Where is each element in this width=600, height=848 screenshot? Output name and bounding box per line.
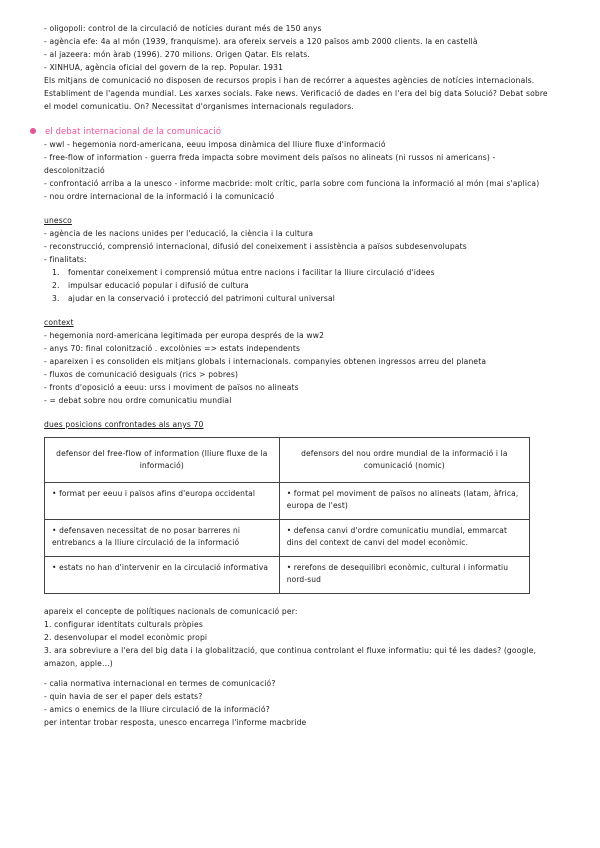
table-row: • format per eeuu i països afins d'europa occidental • format pel moviment de països no alineats (latam, àfrica, europa de l'est) bbox=[45, 483, 530, 520]
document-page bbox=[44, 22, 556, 729]
table-header-left: defensor del free-flow of information (lliure fluxe de la informació) bbox=[45, 438, 280, 483]
list-item: 3. ajudar en la conservació i protecció del patrimoni cultural universal bbox=[52, 294, 336, 303]
positions-title: dues posicions confrontades als anys 70 bbox=[44, 420, 204, 429]
closing-item: 3. ara sobreviure a l'era del big data i la globalització, que continua controlant el fluxe informatiu: qui té les dades? (google, amazon, apple...) bbox=[44, 646, 537, 668]
context-line: - apareixen i es consoliden els mitjans globals i internacionals. companyies obtenen ingressos arreu del planeta bbox=[44, 357, 487, 366]
intro-line: - oligopoli: control de la circulació de notícies durant més de 150 anys bbox=[44, 24, 322, 33]
context-title: context bbox=[44, 318, 74, 327]
unesco-line: - finalitats: bbox=[44, 255, 87, 264]
debate-line: - wwl - hegemonia nord-americana, eeuu imposa dinàmica del lliure fluxe d'informació bbox=[44, 140, 386, 149]
section-heading-text: el debat internacional de la comunicació bbox=[45, 126, 222, 136]
table-row: • estats no han d'intervenir en la circulació informativa • rerefons de desequilibri econòmic, cultural i informatiu nord-sud bbox=[45, 557, 530, 594]
table-row: • defensaven necessitat de no posar barreres ni entrebancs a la lliure circulació de la informació • defensa canvi d'ordre comunicatiu mundial, emmarcat dins del context de canvi del model econòmic. bbox=[45, 520, 530, 557]
unesco-line: - reconstrucció, comprensió internacional, difusió del coneixement i assistència a països subdesenvolupats bbox=[44, 242, 467, 251]
closing-item: 1. configurar identitats culturals pròpies bbox=[44, 620, 203, 629]
context-line: - fronts d'oposició a eeuu: urss i moviment de països no alineats bbox=[44, 383, 299, 392]
list-item: 1. fomentar coneixement i comprensió mútua entre nacions i facilitar la lliure circulació d'idees bbox=[52, 268, 435, 277]
closing-final: per intentar trobar resposta, unesco encarrega l'informe macbride bbox=[44, 718, 307, 727]
context-line: - fluxos de comunicació desiguals (rics > pobres) bbox=[44, 370, 239, 379]
debate-line: - nou ordre internacional de la informació i la comunicació bbox=[44, 192, 275, 201]
list-item: 2. impulsar educació popular i difusió de cultura bbox=[52, 281, 249, 290]
closing-question: - quin havia de ser el paper dels estats? bbox=[44, 692, 203, 701]
intro-line: - agència efe: 4a al món (1939, franquisme). ara ofereix serveis a 120 països amb 2000 clients. la en castellà bbox=[44, 37, 478, 46]
intro-line: - XINHUA, agència oficial del govern de la rep. Popular. 1931 bbox=[44, 63, 284, 72]
debate-line: - confrontació arriba a la unesco - informe macbride: molt crític, parla sobre com funciona la informació al món (mai s'aplica) bbox=[44, 179, 540, 188]
closing-question: - calia normativa internacional en termes de comunicació? bbox=[44, 679, 276, 688]
positions-table bbox=[44, 437, 530, 594]
intro-paragraph: Els mitjans de comunicació no disposen de recursos propis i han de recórrer a aquestes agències de notícies internacionals. Establiment de l'agenda mundial. Les xarxes socials. Fake news. Verificació de dades en l'era del big data Solució? Debat sobre el model comunicatiu. On? Necessitat d'organismes internacionals reguladors. bbox=[44, 76, 548, 111]
closing-question: - amics o enemics de la lliure circulació de la informació? bbox=[44, 705, 270, 714]
debate-line: - free-flow of information - guerra freda impacta sobre moviment dels països no alineats (ni russos ni americans) - descolonització bbox=[44, 153, 496, 175]
table-header-right: defensors del nou ordre mundial de la informació i la comunicació (nomic) bbox=[279, 438, 529, 483]
unesco-title: unesco bbox=[44, 216, 72, 225]
unesco-line: - agència de les nacions unides per l'educació, la ciència i la cultura bbox=[44, 229, 314, 238]
context-line: - anys 70: final colonització . excolònies => estats independents bbox=[44, 344, 301, 353]
section-heading bbox=[30, 124, 556, 138]
context-line: - = debat sobre nou ordre comunicatiu mundial bbox=[44, 396, 232, 405]
intro-line: - al jazeera: món àrab (1996). 270 milions. Origen Qatar. Els relats. bbox=[44, 50, 310, 59]
bullet-icon bbox=[30, 128, 36, 134]
closing-item: 2. desenvolupar el model econòmic propi bbox=[44, 633, 208, 642]
context-line: - hegemonia nord-americana legitimada per europa després de la ww2 bbox=[44, 331, 325, 340]
closing-intro: apareix el concepte de polítiques nacionals de comunicació per: bbox=[44, 607, 298, 616]
